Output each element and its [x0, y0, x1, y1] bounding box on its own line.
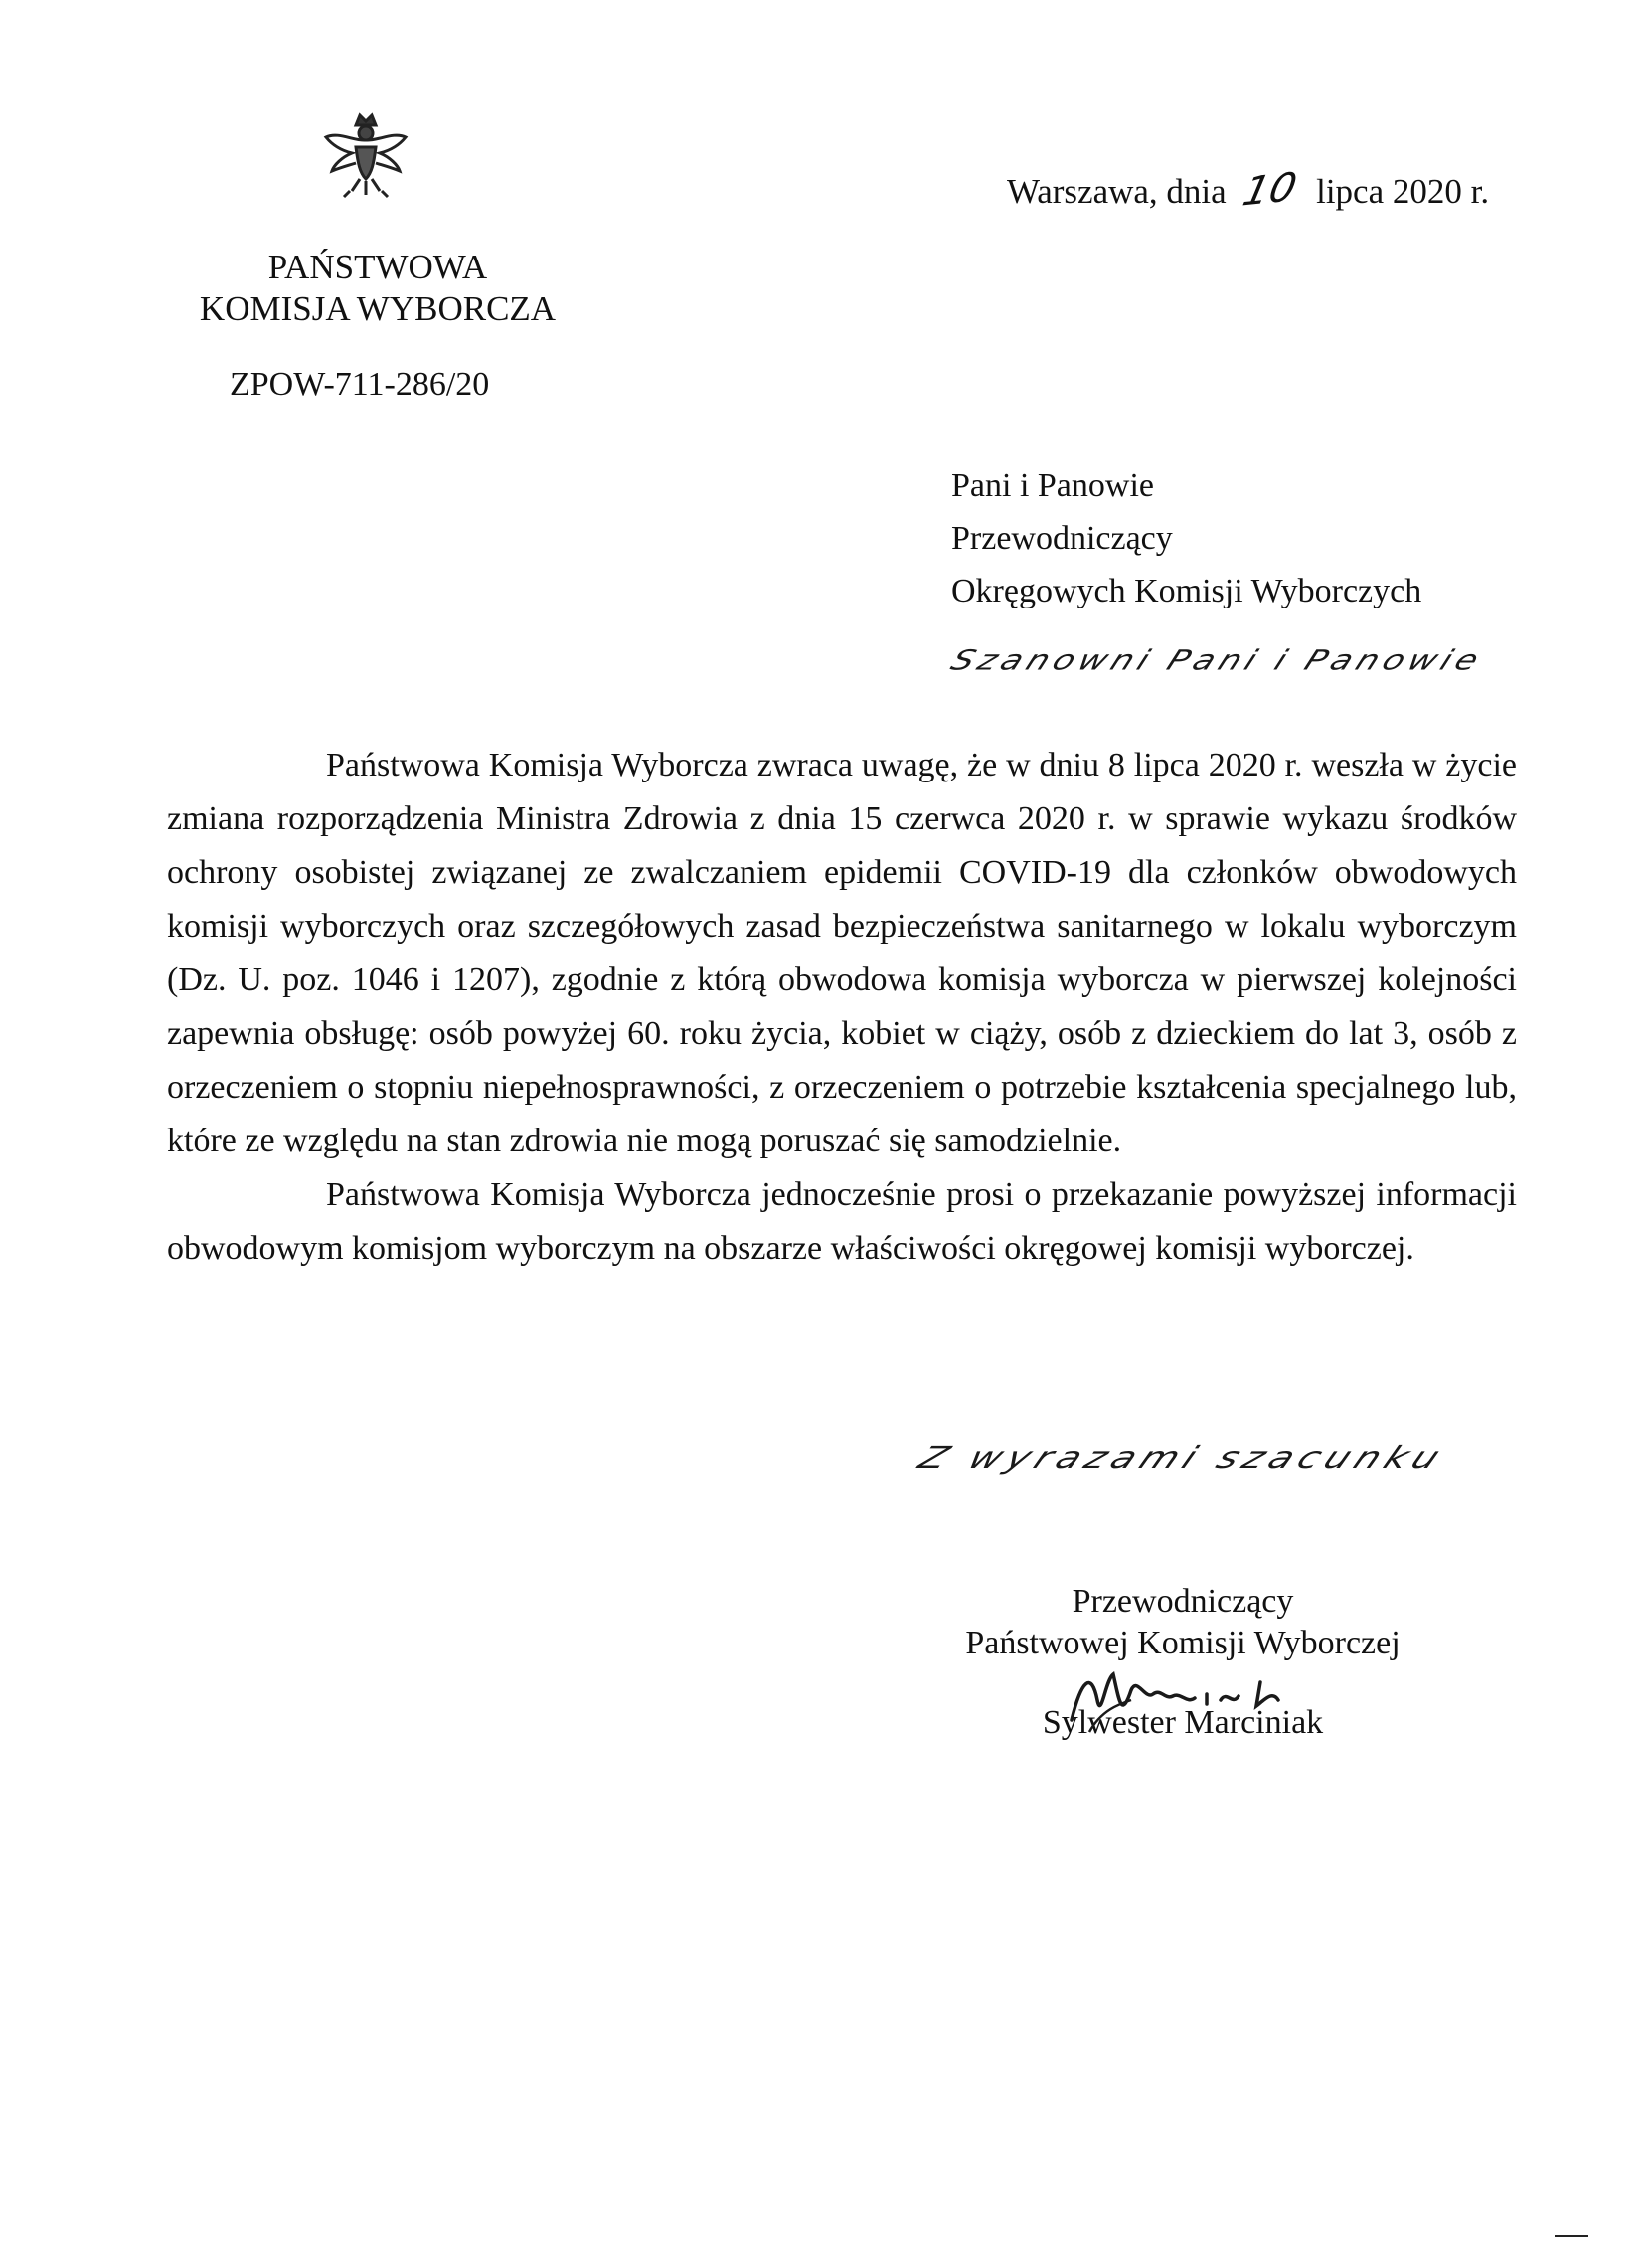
- institution-name: [169, 247, 586, 330]
- polish-eagle-emblem-icon: [316, 107, 415, 207]
- body-paragraph-1: Państwowa Komisja Wyborcza zwraca uwagę, że w dniu 8 lipca 2020 r. weszła w życie zmiana rozporządzenia Ministra Zdrowia z dnia 15 czerwca 2020 r. w sprawie wykazu środków ochrony osobistej związanej ze zwalczaniem epidemii COVID-19 dla członków obwodowych komisji wyborczych oraz szczegółowych zasad bezpieczeństwa sanitarnego w lokalu wyborczym (Dz. U. poz. 1046 i 1207), zgodnie z którą obwodowa komisja wyborcza w pierwszej kolejności zapewnia obsługę: osób powyżej 60. roku życia, kobiet w ciąży, osób z dzieckiem do lat 3, osób z orzeczeniem o stopniu niepełnosprawności, z orzeczeniem o potrzebie kształcenia specjalnego lub, które ze względu na stan zdrowia nie mogą poruszać się samodzielnie.: [167, 747, 1517, 1159]
- handwritten-signature-icon: [1062, 1660, 1300, 1740]
- handwritten-closing: Z wyrazami szacunku: [912, 1440, 1452, 1476]
- body-paragraph-2: Państwowa Komisja Wyborcza jednocześnie prosi o przekazanie powyższej informacji obwodowym komisjom wyborczym na obszarze właściwości okręgowej komisji wyborczej.: [167, 1176, 1517, 1267]
- recipient-line-3: Okręgowych Komisji Wyborczych: [951, 573, 1422, 609]
- recipient-line-2: Przewodniczący: [951, 520, 1173, 557]
- recipient-line-1: Pani i Panowie: [951, 467, 1154, 504]
- signatory-name: Sylwester Marciniak: [1042, 1704, 1324, 1741]
- place-and-date: [1007, 164, 1490, 216]
- place-date-prefix: Warszawa, dnia: [1007, 172, 1227, 211]
- institution-line-2: KOMISJA WYBORCZA: [199, 289, 557, 328]
- signatory-title-2: Państwowej Komisji Wyborczej: [965, 1625, 1401, 1661]
- handwritten-day: 10: [1239, 164, 1302, 216]
- institution-line-1: PAŃSTWOWA: [267, 248, 488, 286]
- place-date-suffix: lipca 2020 r.: [1316, 172, 1490, 211]
- recipient-block: [951, 459, 1421, 617]
- signatory-title-1: Przewodniczący: [1072, 1583, 1294, 1620]
- footer-mark: [1555, 2235, 1588, 2237]
- reference-number: ZPOW-711-286/20: [230, 366, 490, 403]
- handwritten-salutation: Szanowni Pani i Panowie: [945, 644, 1489, 677]
- letter-body: [167, 739, 1517, 1276]
